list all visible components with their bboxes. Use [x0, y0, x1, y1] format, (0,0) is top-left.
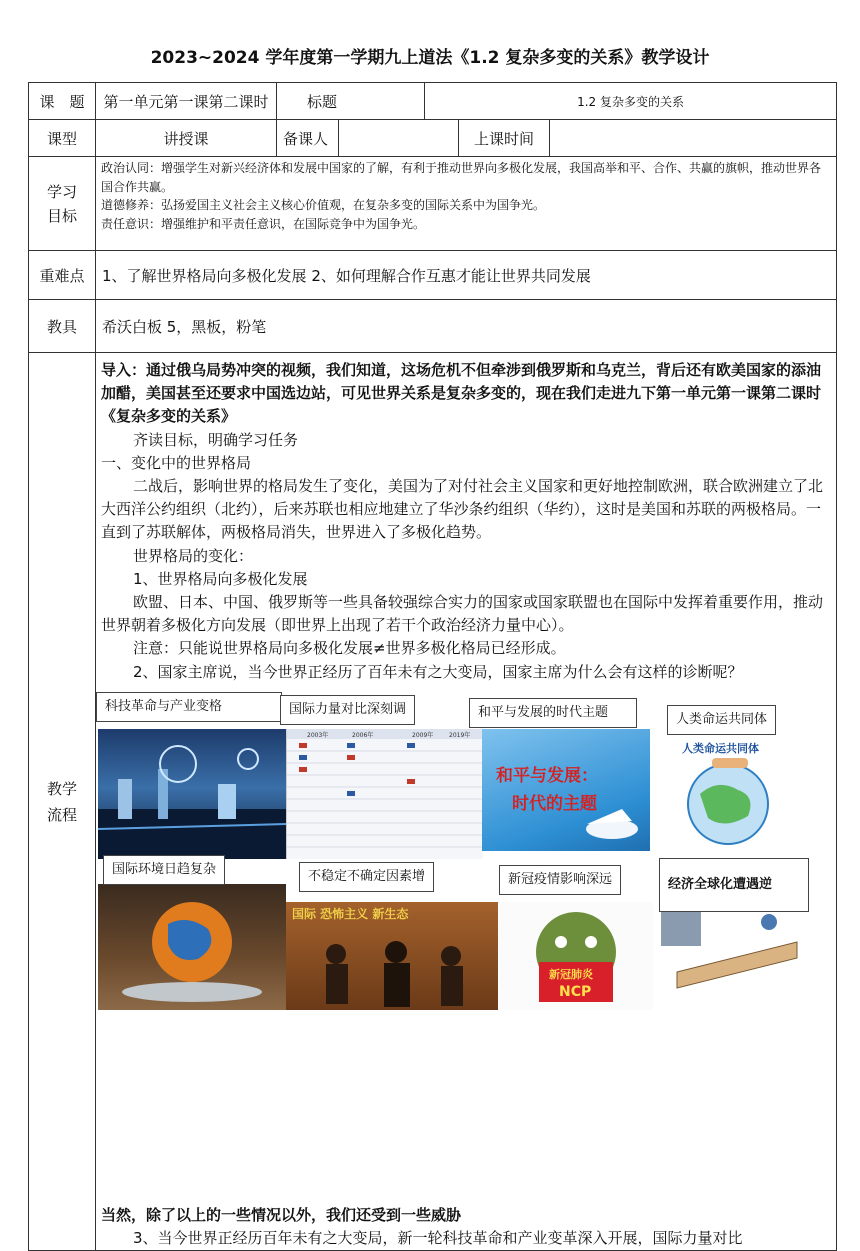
tools-label: 教具 [29, 300, 96, 353]
covid-image [499, 902, 653, 1010]
topic-label: 课 题 [29, 83, 96, 120]
title-value: 1.2 复杂多变的关系 [425, 83, 837, 120]
tech-revolution-image [98, 729, 286, 859]
lesson-plan-table [28, 82, 837, 1251]
caption-peace-development: 和平与发展的时代主题 [469, 698, 637, 728]
time-value [550, 120, 837, 157]
threat-heading: 当然，除了以上的一些情况以外，我们还受到一些威胁 [101, 1205, 462, 1224]
teacher-value [339, 120, 459, 157]
tools-value: 希沃白板 5，黑板，粉笔 [96, 300, 837, 353]
community-image [652, 734, 804, 846]
type-label: 课型 [29, 120, 96, 157]
terrorism-image [286, 902, 498, 1010]
broken-bridge-icon [657, 902, 804, 1010]
topic-value: 第一单元第一课第二课时 [96, 83, 277, 120]
time-label: 上课时间 [459, 120, 550, 157]
goals-label [29, 157, 96, 251]
goal-political: 政治认同：增强学生对新兴经济体和发展中国家的了解，有利于推动世界向多极化发展，我国高举和平、合作、共赢的旗帜，推动世界各国合作共赢。 [101, 161, 822, 194]
goals-content [96, 157, 837, 251]
multipolar-paragraph: 欧盟、日本、中国、俄罗斯等一些具备较强综合实力的国家或国家联盟也在国际中发挥着重要作用，推动世界朝着多极化方向发展（即世界上出现了若干个政治经济力量中心）。 [101, 593, 824, 635]
globalization-image [657, 902, 804, 1010]
soldiers-icon [286, 902, 498, 1010]
history-paragraph: 二战后，影响世界的格局发生了变化，美国为了对付社会主义国家和更好地控制欧洲，联合欧洲建立了北大西洋公约组织（北约），后来苏联也相应地建立了华沙条约组织（华约），这时是美国和苏联的两极格局。一直到了苏联解体，两极格局消失，世界进入了多极化趋势。 [101, 477, 824, 542]
process-content [96, 353, 837, 1251]
peace-line-2: 时代的主题 [512, 793, 597, 814]
goals-label-2: 目标 [46, 206, 77, 225]
goal-moral: 道德修养：弘扬爱国主义社会主义核心价值观，在复杂多变的国际关系中为国争光。 [101, 198, 546, 212]
caption-tech-revolution: 科技革命与产业变格 [96, 692, 282, 722]
intro-paragraph: 导入：通过俄乌局势冲突的视频，我们知道，这场危机不但牵涉到俄罗斯和乌克兰，背后还有欧美国家的添油加醋，美国甚至还要求中国选边站，可见世界关系是复杂多变的，现在我们走进九下第一单元第一课第二课时《复杂多变的关系》 [101, 361, 822, 426]
virus-label-2: NCP [559, 983, 592, 1000]
key-points-value: 1、了解世界格局向多极化发展 2、如何理解合作互惠才能让世界共同发展 [96, 251, 837, 300]
caption-covid: 新冠疫情影响深远 [499, 865, 621, 895]
caption-community: 人类命运共同体 [667, 705, 776, 735]
read-goals: 齐读目标，明确学习任务 [133, 430, 299, 449]
document-title: 2023~2024 学年度第一学期九上道法《1.2 复杂多变的关系》教学设计 [150, 48, 710, 68]
key-points-label: 重难点 [29, 251, 96, 300]
table-year-2: 2006年 [352, 731, 374, 739]
goal-responsibility: 责任意识：增强维护和平责任意识，在国际竞争中为国争光。 [101, 216, 426, 231]
community-caption-text: 人类命运共同体 [682, 741, 759, 755]
peace-dove-icon [482, 729, 650, 851]
melting-earth-icon [98, 884, 286, 1010]
process-label [29, 353, 96, 1251]
table-year-1: 2003年 [307, 731, 329, 739]
teacher-label: 备课人 [277, 120, 339, 157]
gdp-ranking-image [286, 729, 483, 859]
table-year-4: 2019年 [449, 731, 471, 739]
tech-city-icon [98, 729, 286, 859]
title-label: 标题 [277, 83, 425, 120]
peace-line-1: 和平与发展： [496, 765, 598, 786]
process-label-2: 流程 [46, 805, 77, 824]
table-year-3: 2009年 [412, 731, 434, 739]
caption-uncertainty: 不稳定不确定因素增 [299, 862, 434, 892]
caption-environment: 国际环境日趋复杂 [103, 855, 225, 885]
environment-image [98, 884, 286, 1010]
globe-handshake-icon [652, 734, 804, 846]
ranking-table-icon [287, 729, 483, 859]
image-collage [101, 692, 831, 1122]
caption-globalization: 经济全球化遭遇逆 [659, 858, 809, 912]
point-1-heading: 1、世界格局向多极化发展 [133, 569, 308, 588]
virus-label-1: 新冠肺炎 [549, 967, 593, 981]
type-value: 讲授课 [96, 120, 277, 157]
process-label-1: 教学 [46, 779, 77, 798]
terror-title: 国际 恐怖主义 新生态 [292, 906, 409, 921]
caption-power-balance: 国际力量对比深刻调 [280, 695, 415, 725]
goals-label-1: 学习 [46, 182, 77, 201]
point-3-paragraph: 3、当今世界正经历百年未有之大变局，新一轮科技革命和产业变革深入开展，国际力量对比 [133, 1229, 743, 1248]
peace-development-image [482, 729, 650, 851]
changes-heading: 世界格局的变化： [133, 546, 254, 565]
point-2-question: 2、国家主席说，当今世界正经历了百年未有之大变局，国家主席为什么会有这样的诊断呢？ [133, 662, 743, 681]
virus-icon [499, 902, 653, 1010]
section-heading-1: 一、变化中的世界格局 [101, 453, 252, 472]
note-paragraph: 注意：只能说世界格局向多极化发展≠世界多极化格局已经形成。 [133, 639, 566, 658]
